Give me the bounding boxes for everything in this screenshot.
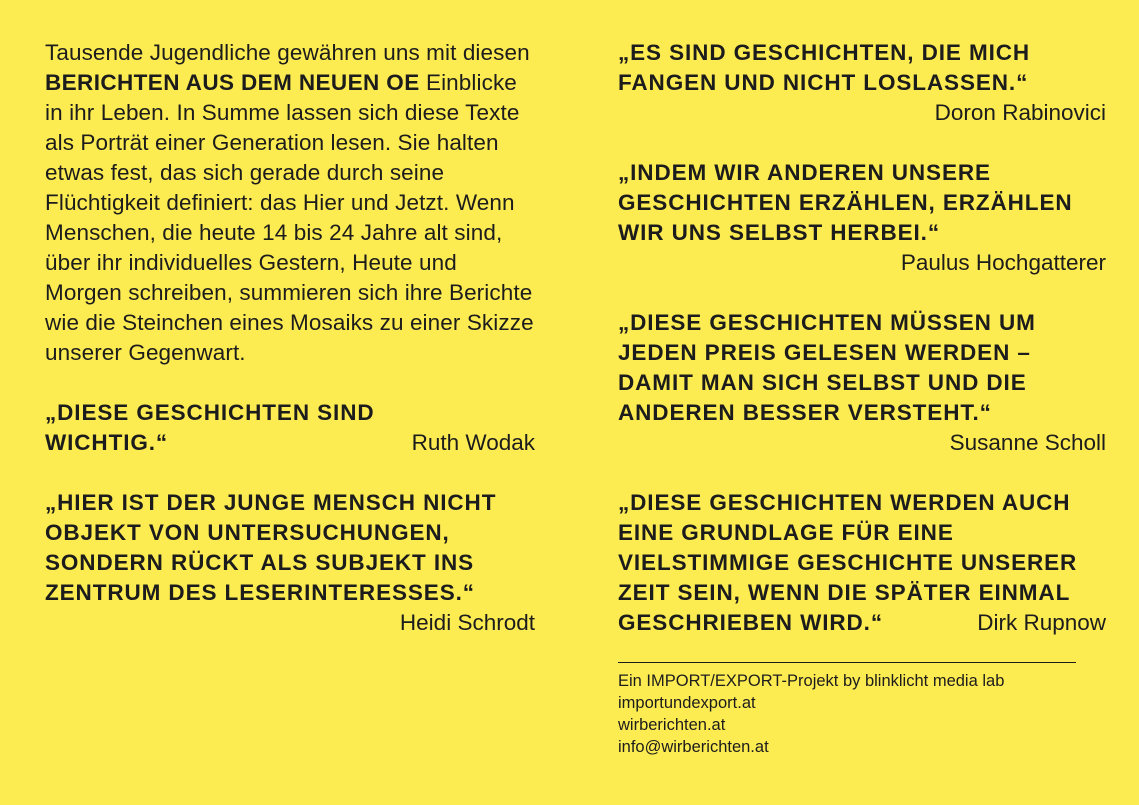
quote-text: „HIER IST DER JUNGE MENSCH NICHT OBJEKT VON UNTERSUCHUNGEN, SONDERN RÜCKT ALS SUBJEKT INS ZENTRUM DES LESERINTERESSES.“ xyxy=(45,490,497,605)
quote-scholl xyxy=(618,308,1106,458)
quote-hochgatterer xyxy=(618,158,1106,278)
intro-text-start: Tausende Jugendliche gewähren uns mit diesen xyxy=(45,40,530,65)
quote-author: Susanne Scholl xyxy=(949,430,1106,455)
intro-text-rest: Einblicke in ihr Leben. In Summe lassen sich diese Texte als Porträt einer Generation lesen. Sie halten etwas fest, das sich gerade durch seine Flüchtigkeit definiert: das Hier und Jetzt. Wenn Menschen, die heute 14 bis 24 Jahre alt sind, über ihr individuelles Gestern, Heute und Morgen schreiben, summieren sich ihre Berichte wie die Steinchen eines Mosaiks zu einer Skizze unserer Gegenwart. xyxy=(45,70,534,365)
quote-schrodt xyxy=(45,488,535,638)
quote-author: Dirk Rupnow xyxy=(977,610,1106,635)
quote-text: „ES SIND GESCHICHTEN, DIE MICH FANGEN UND NICHT LOSLASSEN.“ xyxy=(618,40,1031,95)
quote-text: „DIESE GESCHICHTEN WERDEN AUCH EINE GRUNDLAGE FÜR EINE VIELSTIMMIGE GESCHICHTE UNSERER ZEIT SEIN, WENN DIE SPÄTER EINMAL GESCHRIEBEN WIRD.“ xyxy=(618,490,1078,635)
footer-email[interactable]: info@wirberichten.at xyxy=(618,738,769,756)
quote-text: „DIESE GESCHICHTEN SIND WICHTIG.“ xyxy=(45,400,375,455)
footer-project: Ein IMPORT/EXPORT-Projekt by blinklicht media lab xyxy=(618,672,1005,690)
quote-text: „DIESE GESCHICHTEN MÜSSEN UM JEDEN PREIS GELESEN WERDEN – DAMIT MAN SICH SELBST UND DIE ANDEREN BESSER VERSTEHT.“ xyxy=(618,310,1036,425)
quote-wodak xyxy=(45,398,535,458)
intro-paragraph xyxy=(45,38,535,368)
footer-link-wirberichten[interactable]: wirberichten.at xyxy=(618,716,726,734)
left-column xyxy=(45,38,535,638)
quote-author: Ruth Wodak xyxy=(411,430,535,455)
right-column xyxy=(618,38,1106,758)
quote-author: Doron Rabinovici xyxy=(934,100,1106,125)
quote-rupnow xyxy=(618,488,1106,638)
quote-author: Heidi Schrodt xyxy=(399,610,535,635)
quote-author: Paulus Hochgatterer xyxy=(900,250,1106,275)
quote-rabinovici xyxy=(618,38,1106,128)
intro-title-emphasis: BERICHTEN AUS DEM NEUEN OE xyxy=(45,70,420,95)
footer xyxy=(618,670,1106,758)
footer-link-importundexport[interactable]: importundexport.at xyxy=(618,694,756,712)
footer-divider xyxy=(618,662,1076,663)
quote-text: „INDEM WIR ANDEREN UNSERE GESCHICHTEN ERZÄHLEN, ERZÄHLEN WIR UNS SELBST HERBEI.“ xyxy=(618,160,1073,245)
